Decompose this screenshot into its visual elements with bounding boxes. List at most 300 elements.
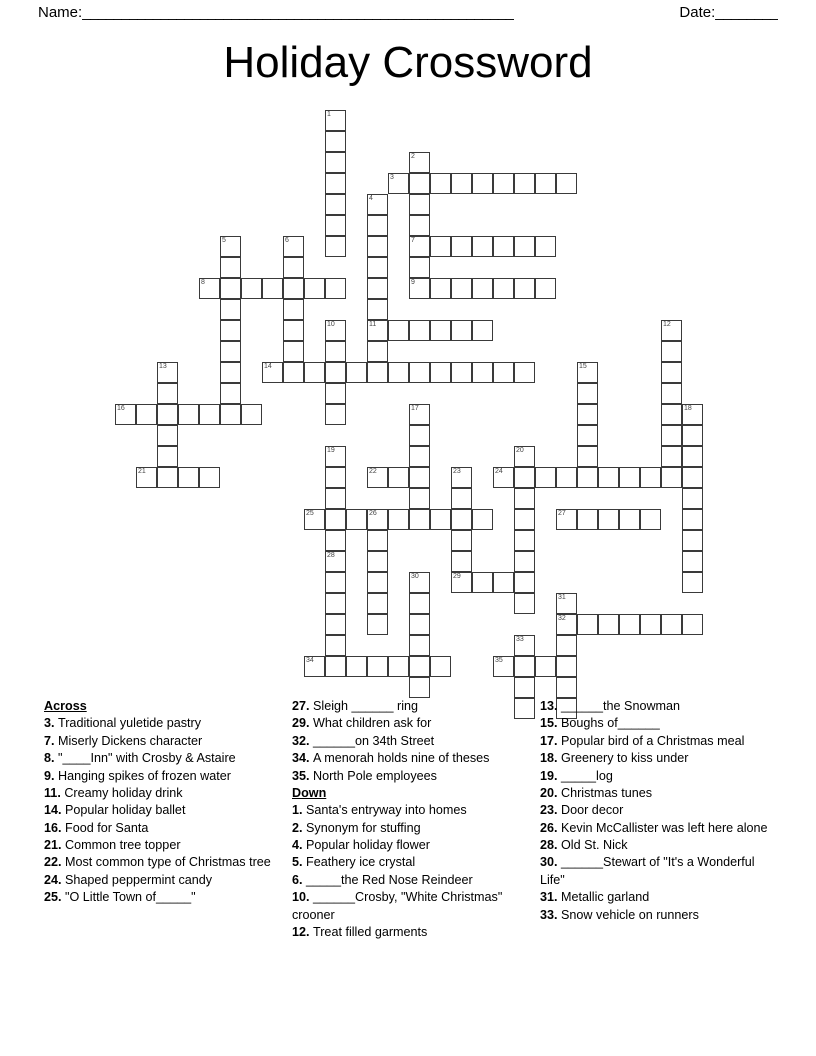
cell-number: 20 <box>516 447 524 454</box>
grid-cell[interactable] <box>409 656 430 677</box>
clue-number: 14. <box>44 803 66 818</box>
clue-number: 26. <box>540 820 562 835</box>
grid-cell[interactable] <box>367 572 388 593</box>
grid-cell[interactable] <box>220 341 241 362</box>
grid-cell[interactable] <box>598 467 619 488</box>
cell-number: 6 <box>285 237 289 244</box>
grid-cell[interactable] <box>577 446 598 467</box>
grid-cell[interactable] <box>451 320 472 341</box>
grid-cell[interactable] <box>493 236 514 257</box>
grid-cell[interactable] <box>514 446 535 467</box>
grid-cell[interactable] <box>577 404 598 425</box>
grid-cell[interactable] <box>577 509 598 530</box>
cell-number: 30 <box>411 573 419 580</box>
cell-number: 16 <box>117 405 125 412</box>
clue-text: Santa's entryway into homes <box>306 803 467 818</box>
grid-cell[interactable] <box>577 362 598 383</box>
cell-number: 12 <box>663 321 671 328</box>
clue-text: Door decor <box>561 803 624 818</box>
clue-number: 20. <box>540 785 562 800</box>
grid-cell[interactable] <box>493 572 514 593</box>
grid-cell[interactable] <box>325 404 346 425</box>
grid-cell[interactable] <box>409 152 430 173</box>
grid-cell[interactable] <box>682 551 703 572</box>
grid-cell[interactable] <box>157 383 178 404</box>
grid-cell[interactable] <box>619 467 640 488</box>
grid-cell[interactable] <box>556 614 577 635</box>
grid-cell[interactable] <box>451 278 472 299</box>
grid-cell[interactable] <box>304 362 325 383</box>
cell-number: 32 <box>558 615 566 622</box>
name-label: Name: <box>38 4 83 21</box>
grid-cell[interactable] <box>640 467 661 488</box>
grid-cell[interactable] <box>325 362 346 383</box>
grid-cell[interactable] <box>535 656 556 677</box>
grid-cell[interactable] <box>409 173 430 194</box>
grid-cell[interactable] <box>535 278 556 299</box>
clue-down-15 <box>540 715 774 732</box>
grid-cell[interactable] <box>388 467 409 488</box>
grid-cell[interactable] <box>598 614 619 635</box>
grid-cell[interactable] <box>367 215 388 236</box>
grid-cell[interactable] <box>241 404 262 425</box>
grid-cell[interactable] <box>367 299 388 320</box>
clue-text: Synonym for stuffing <box>306 820 421 835</box>
grid-cell[interactable] <box>577 467 598 488</box>
grid-cell[interactable] <box>367 320 388 341</box>
clue-number: 8. <box>44 751 59 766</box>
grid-cell[interactable] <box>493 278 514 299</box>
grid-cell[interactable] <box>661 467 682 488</box>
grid-cell[interactable] <box>682 572 703 593</box>
grid-cell[interactable] <box>346 656 367 677</box>
grid-cell[interactable] <box>304 509 325 530</box>
grid-cell[interactable] <box>598 509 619 530</box>
grid-cell[interactable] <box>451 488 472 509</box>
grid-cell[interactable] <box>682 488 703 509</box>
grid-cell[interactable] <box>661 614 682 635</box>
grid-cell[interactable] <box>136 467 157 488</box>
grid-cell[interactable] <box>451 362 472 383</box>
grid-cell[interactable] <box>367 341 388 362</box>
cell-number: 5 <box>222 237 226 244</box>
grid-cell[interactable] <box>409 614 430 635</box>
grid-cell[interactable] <box>577 614 598 635</box>
grid-cell[interactable] <box>388 509 409 530</box>
clue-text: Popular holiday flower <box>306 838 430 852</box>
clue-number: 13. <box>540 699 562 713</box>
grid-cell[interactable] <box>514 236 535 257</box>
grid-cell[interactable] <box>409 677 430 698</box>
grid-cell[interactable] <box>472 509 493 530</box>
name-blank-line[interactable]: _______________________________________________________ <box>82 4 514 21</box>
grid-cell[interactable] <box>325 236 346 257</box>
grid-cell[interactable] <box>388 656 409 677</box>
clue-number: 30. <box>540 855 562 870</box>
grid-cell[interactable] <box>577 383 598 404</box>
grid-cell[interactable] <box>262 362 283 383</box>
grid-cell[interactable] <box>283 257 304 278</box>
grid-cell[interactable] <box>283 299 304 320</box>
grid-cell[interactable] <box>325 467 346 488</box>
cell-number: 1 <box>327 111 331 118</box>
grid-cell[interactable] <box>262 278 283 299</box>
grid-cell[interactable] <box>199 404 220 425</box>
clue-across-27 <box>292 698 526 715</box>
clue-down-19 <box>540 768 774 785</box>
grid-cell[interactable] <box>472 278 493 299</box>
grid-cell[interactable] <box>220 362 241 383</box>
clue-number: 22. <box>44 855 66 870</box>
clue-text: Most common type of Christmas tree <box>65 855 271 870</box>
grid-cell[interactable] <box>556 509 577 530</box>
clue-down-30 <box>540 854 774 889</box>
grid-cell[interactable] <box>682 404 703 425</box>
grid-cell[interactable] <box>409 257 430 278</box>
clue-number: 34. <box>292 751 314 766</box>
grid-cell[interactable] <box>472 362 493 383</box>
grid-cell[interactable] <box>514 509 535 530</box>
grid-cell[interactable] <box>325 656 346 677</box>
cell-number: 33 <box>516 636 524 643</box>
grid-cell[interactable] <box>577 425 598 446</box>
grid-cell[interactable] <box>472 236 493 257</box>
clue-number: 24. <box>44 872 66 887</box>
clue-text: Greenery to kiss under <box>561 751 689 766</box>
grid-cell[interactable] <box>514 593 535 614</box>
grid-cell[interactable] <box>409 404 430 425</box>
clue-number: 17. <box>540 733 562 748</box>
grid-cell[interactable] <box>514 467 535 488</box>
grid-cell[interactable] <box>409 467 430 488</box>
grid-cell[interactable] <box>409 278 430 299</box>
grid-cell[interactable] <box>115 404 136 425</box>
grid-cell[interactable] <box>325 635 346 656</box>
clue-text: Metallic garland <box>561 890 650 905</box>
cell-number: 7 <box>411 237 415 244</box>
grid-cell[interactable] <box>556 593 577 614</box>
clue-down-20 <box>540 785 774 802</box>
cell-number: 29 <box>453 573 461 580</box>
grid-cell[interactable] <box>535 467 556 488</box>
grid-cell[interactable] <box>556 656 577 677</box>
grid-cell[interactable] <box>283 341 304 362</box>
grid-cell[interactable] <box>661 341 682 362</box>
clue-number: 35. <box>292 768 314 783</box>
grid-cell[interactable] <box>367 362 388 383</box>
clue-across-22 <box>44 854 278 871</box>
grid-cell[interactable] <box>157 404 178 425</box>
grid-cell[interactable] <box>514 656 535 677</box>
grid-cell[interactable] <box>178 404 199 425</box>
grid-cell[interactable] <box>241 278 262 299</box>
grid-cell[interactable] <box>451 530 472 551</box>
grid-cell[interactable] <box>514 551 535 572</box>
grid-cell[interactable] <box>472 572 493 593</box>
clue-across-9 <box>44 768 278 785</box>
clue-text: Kevin McCallister was left here alone <box>561 820 768 835</box>
clue-number: 4. <box>292 838 307 852</box>
grid-cell[interactable] <box>661 446 682 467</box>
cell-number: 10 <box>327 321 335 328</box>
clue-number: 18. <box>540 751 562 766</box>
grid-cell[interactable] <box>136 404 157 425</box>
grid-cell[interactable] <box>430 362 451 383</box>
grid-cell[interactable] <box>304 656 325 677</box>
clue-across-34 <box>292 750 526 767</box>
clue-number: 1. <box>292 803 307 818</box>
grid-cell[interactable] <box>682 530 703 551</box>
grid-cell[interactable] <box>220 404 241 425</box>
clue-across-35 <box>292 768 526 785</box>
grid-cell[interactable] <box>325 110 346 131</box>
date-blank-line[interactable]: ________ <box>715 4 778 21</box>
cell-number: 15 <box>579 363 587 370</box>
grid-cell[interactable] <box>325 215 346 236</box>
grid-cell[interactable] <box>451 551 472 572</box>
clue-number: 3. <box>44 716 59 731</box>
clue-across-11 <box>44 785 278 802</box>
grid-cell[interactable] <box>514 635 535 656</box>
grid-cell[interactable] <box>325 551 346 572</box>
grid-cell[interactable] <box>514 173 535 194</box>
grid-cell[interactable] <box>640 614 661 635</box>
grid-cell[interactable] <box>493 173 514 194</box>
grid-cell[interactable] <box>220 320 241 341</box>
cell-number: 22 <box>369 468 377 475</box>
grid-cell[interactable] <box>430 278 451 299</box>
grid-cell[interactable] <box>514 278 535 299</box>
grid-cell[interactable] <box>325 173 346 194</box>
grid-cell[interactable] <box>556 677 577 698</box>
clue-down-5 <box>292 854 526 871</box>
grid-cell[interactable] <box>367 509 388 530</box>
cell-number: 25 <box>306 510 314 517</box>
grid-cell[interactable] <box>388 362 409 383</box>
grid-cell[interactable] <box>535 173 556 194</box>
clue-across-32 <box>292 733 526 750</box>
grid-cell[interactable] <box>514 488 535 509</box>
clue-text: Common tree topper <box>65 838 181 852</box>
grid-cell[interactable] <box>367 530 388 551</box>
clue-column-2 <box>292 698 526 941</box>
clue-text: Sleigh ______ ring <box>313 699 419 713</box>
grid-cell[interactable] <box>430 236 451 257</box>
grid-cell[interactable] <box>283 320 304 341</box>
grid-cell[interactable] <box>178 467 199 488</box>
grid-cell[interactable] <box>409 215 430 236</box>
clue-down-18 <box>540 750 774 767</box>
grid-cell[interactable] <box>640 509 661 530</box>
grid-cell[interactable] <box>325 194 346 215</box>
grid-cell[interactable] <box>682 467 703 488</box>
clue-down-31 <box>540 889 774 906</box>
grid-cell[interactable] <box>451 509 472 530</box>
grid-cell[interactable] <box>661 320 682 341</box>
grid-cell[interactable] <box>325 509 346 530</box>
clue-text: Miserly Dickens character <box>58 733 203 748</box>
grid-cell[interactable] <box>451 236 472 257</box>
clue-text: What children ask for <box>313 716 432 731</box>
grid-cell[interactable] <box>409 635 430 656</box>
grid-cell[interactable] <box>493 467 514 488</box>
grid-cell[interactable] <box>346 509 367 530</box>
grid-cell[interactable] <box>409 425 430 446</box>
grid-cell[interactable] <box>283 278 304 299</box>
clue-text: Popular bird of a Christmas meal <box>561 733 745 748</box>
grid-cell[interactable] <box>388 173 409 194</box>
grid-cell[interactable] <box>472 173 493 194</box>
clue-down-26 <box>540 820 774 837</box>
grid-cell[interactable] <box>619 614 640 635</box>
grid-cell[interactable] <box>220 383 241 404</box>
grid-cell[interactable] <box>388 320 409 341</box>
clue-across-16 <box>44 820 278 837</box>
grid-cell[interactable] <box>157 362 178 383</box>
grid-cell[interactable] <box>325 593 346 614</box>
grid-cell[interactable] <box>220 236 241 257</box>
grid-cell[interactable] <box>367 593 388 614</box>
grid-cell[interactable] <box>325 572 346 593</box>
grid-cell[interactable] <box>367 551 388 572</box>
grid-cell[interactable] <box>304 278 325 299</box>
clue-number: 29. <box>292 716 314 731</box>
clue-text: Treat filled garments <box>313 924 428 939</box>
grid-cell[interactable] <box>451 467 472 488</box>
grid-cell[interactable] <box>409 362 430 383</box>
grid-cell[interactable] <box>556 635 577 656</box>
cell-number: 35 <box>495 657 503 664</box>
grid-cell[interactable] <box>325 530 346 551</box>
clue-text: Feathery ice crystal <box>306 855 416 870</box>
grid-cell[interactable] <box>451 572 472 593</box>
grid-cell[interactable] <box>220 257 241 278</box>
grid-cell[interactable] <box>325 446 346 467</box>
clue-number: 10. <box>292 890 314 905</box>
clue-number: 21. <box>44 838 66 852</box>
grid-cell[interactable] <box>409 446 430 467</box>
grid-cell[interactable] <box>199 467 220 488</box>
grid-cell[interactable] <box>367 194 388 215</box>
grid-cell[interactable] <box>325 131 346 152</box>
grid-cell[interactable] <box>682 425 703 446</box>
grid-cell[interactable] <box>220 299 241 320</box>
grid-cell[interactable] <box>514 677 535 698</box>
grid-cell[interactable] <box>661 383 682 404</box>
clue-text: ______Stewart of "It's a Wonderful Life" <box>540 855 755 887</box>
grid-cell[interactable] <box>325 488 346 509</box>
grid-cell[interactable] <box>367 614 388 635</box>
grid-cell[interactable] <box>346 362 367 383</box>
grid-cell[interactable] <box>493 362 514 383</box>
grid-cell[interactable] <box>325 341 346 362</box>
clue-number: 33. <box>540 907 562 922</box>
grid-cell[interactable] <box>157 425 178 446</box>
clue-down-28 <box>540 837 774 854</box>
clue-text: "____Inn" with Crosby & Astaire <box>58 751 236 766</box>
grid-cell[interactable] <box>367 278 388 299</box>
grid-cell[interactable] <box>325 278 346 299</box>
grid-cell[interactable] <box>556 173 577 194</box>
grid-cell[interactable] <box>661 425 682 446</box>
clue-number: 28. <box>540 838 562 852</box>
grid-cell[interactable] <box>325 320 346 341</box>
grid-cell[interactable] <box>409 509 430 530</box>
clue-text: Old St. Nick <box>561 838 628 852</box>
grid-cell[interactable] <box>556 467 577 488</box>
clue-down-2 <box>292 820 526 837</box>
grid-cell[interactable] <box>283 362 304 383</box>
grid-cell[interactable] <box>619 509 640 530</box>
grid-cell[interactable] <box>367 257 388 278</box>
cell-number: 3 <box>390 174 394 181</box>
clue-text: Snow vehicle on runners <box>561 907 699 922</box>
grid-cell[interactable] <box>409 593 430 614</box>
clue-down-10 <box>292 889 526 924</box>
clue-text: _____the Red Nose Reindeer <box>306 872 473 887</box>
clue-down-4 <box>292 837 526 854</box>
clue-number: 9. <box>44 768 59 783</box>
clue-down-33 <box>540 907 774 924</box>
clue-text: Shaped peppermint candy <box>65 872 213 887</box>
grid-cell[interactable] <box>493 656 514 677</box>
grid-cell[interactable] <box>472 320 493 341</box>
grid-cell[interactable] <box>682 509 703 530</box>
cell-number: 14 <box>264 363 272 370</box>
grid-cell[interactable] <box>514 530 535 551</box>
grid-cell[interactable] <box>157 467 178 488</box>
grid-cell[interactable] <box>409 488 430 509</box>
clue-down-12 <box>292 924 526 941</box>
grid-cell[interactable] <box>367 236 388 257</box>
grid-cell[interactable] <box>220 278 241 299</box>
clue-across-29 <box>292 715 526 732</box>
grid-cell[interactable] <box>661 362 682 383</box>
grid-cell[interactable] <box>430 509 451 530</box>
grid-cell[interactable] <box>283 236 304 257</box>
cell-number: 31 <box>558 594 566 601</box>
grid-cell[interactable] <box>682 614 703 635</box>
grid-cell[interactable] <box>409 194 430 215</box>
grid-cell[interactable] <box>430 320 451 341</box>
grid-cell[interactable] <box>661 404 682 425</box>
grid-cell[interactable] <box>325 614 346 635</box>
cell-number: 26 <box>369 510 377 517</box>
grid-cell[interactable] <box>199 278 220 299</box>
clue-text: Creamy holiday drink <box>64 785 183 800</box>
grid-cell[interactable] <box>451 173 472 194</box>
clue-across-3 <box>44 715 278 732</box>
grid-cell[interactable] <box>367 467 388 488</box>
cell-number: 8 <box>201 279 205 286</box>
grid-cell[interactable] <box>409 320 430 341</box>
grid-cell[interactable] <box>682 446 703 467</box>
grid-cell[interactable] <box>409 236 430 257</box>
grid-cell[interactable] <box>430 656 451 677</box>
cell-number: 11 <box>369 321 377 328</box>
grid-cell[interactable] <box>157 446 178 467</box>
grid-cell[interactable] <box>367 656 388 677</box>
grid-cell[interactable] <box>325 383 346 404</box>
grid-cell[interactable] <box>409 572 430 593</box>
grid-cell[interactable] <box>430 173 451 194</box>
grid-cell[interactable] <box>535 236 556 257</box>
clue-text: ______on 34th Street <box>313 733 435 748</box>
grid-cell[interactable] <box>514 572 535 593</box>
grid-cell[interactable] <box>325 152 346 173</box>
grid-cell[interactable] <box>514 362 535 383</box>
clue-text: Christmas tunes <box>561 785 653 800</box>
